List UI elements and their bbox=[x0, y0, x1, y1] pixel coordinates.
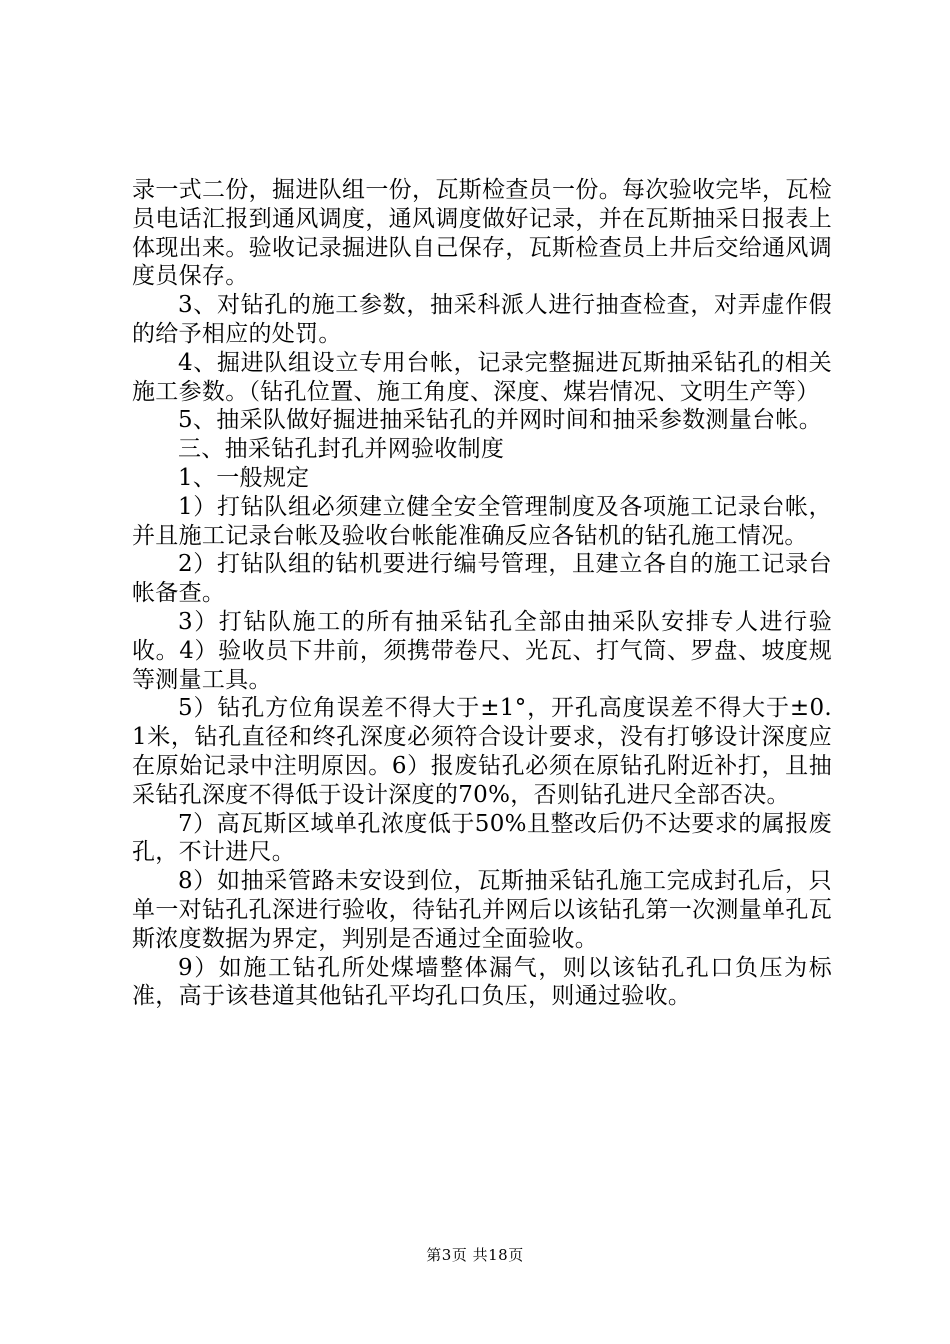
section-heading: 三、抽采钻孔封孔并网验收制度 bbox=[178, 436, 505, 463]
paragraph: 5）钻孔方位角误差不得大于±1°，开孔高度误差不得大于±0.1米，钻孔直径和终孔深度必须符合设计要求，没有打够设计深度应在原始记录中注明原因。6）报废钻孔必须在原钻孔附近补打，且抽采钻孔深度不得低于设计深度的70%，否则钻孔进尺全部否决。 bbox=[132, 695, 832, 808]
paragraph: 9）如施工钻孔所处煤墙整体漏气，则以该钻孔孔口负压为标准，高于该巷道其他钻孔平均孔口负压，则通过验收。 bbox=[132, 954, 832, 1010]
document-body bbox=[132, 176, 832, 1011]
paragraph: 7）高瓦斯区域单孔浓度低于50%且整改后仍不达要求的属报废孔，不计进尺。 bbox=[132, 810, 832, 866]
paragraph: 5、抽采队做好掘进抽采钻孔的并网时间和抽采参数测量台帐。 bbox=[178, 407, 823, 434]
paragraph: 3）打钻队施工的所有抽采钻孔全部由抽采队安排专人进行验收。4）验收员下井前，须携带卷尺、光瓦、打气筒、罗盘、坡度规等测量工具。 bbox=[132, 608, 832, 693]
page-number: 第3页 共18页 bbox=[426, 1246, 524, 1264]
paragraph: 3、对钻孔的施工参数，抽采科派人进行抽查检查，对弄虚作假的给予相应的处罚。 bbox=[132, 292, 832, 347]
paragraph: 2）打钻队组的钻机要进行编号管理，且建立各自的施工记录台帐备查。 bbox=[132, 551, 832, 607]
paragraph: 录一式二份，掘进队组一份，瓦斯检查员一份。每次验收完毕，瓦检员电话汇报到通风调度，通风调度做好记录，并在瓦斯抽采日报表上体现出来。验收记录掘进队自己保存，瓦斯检查员上井后交给通风调度员保存。 bbox=[132, 177, 832, 290]
paragraph: 4、掘进队组设立专用台帐，记录完整掘进瓦斯抽采钻孔的相关施工参数。（钻孔位置、施工角度、深度、煤岩情况、文明生产等） bbox=[132, 349, 832, 405]
paragraph: 1）打钻队组必须建立健全安全管理制度及各项施工记录台帐，并且施工记录台帐及验收台帐能准确反应各钻机的钻孔施工情况。 bbox=[132, 493, 832, 549]
subsection-heading: 1、一般规定 bbox=[178, 464, 310, 491]
paragraph: 8）如抽采管路未安设到位，瓦斯抽采钻孔施工完成封孔后，只单一对钻孔孔深进行验收，待钻孔并网后以该钻孔第一次测量单孔瓦斯浓度数据为界定，判别是否通过全面验收。 bbox=[132, 868, 832, 952]
